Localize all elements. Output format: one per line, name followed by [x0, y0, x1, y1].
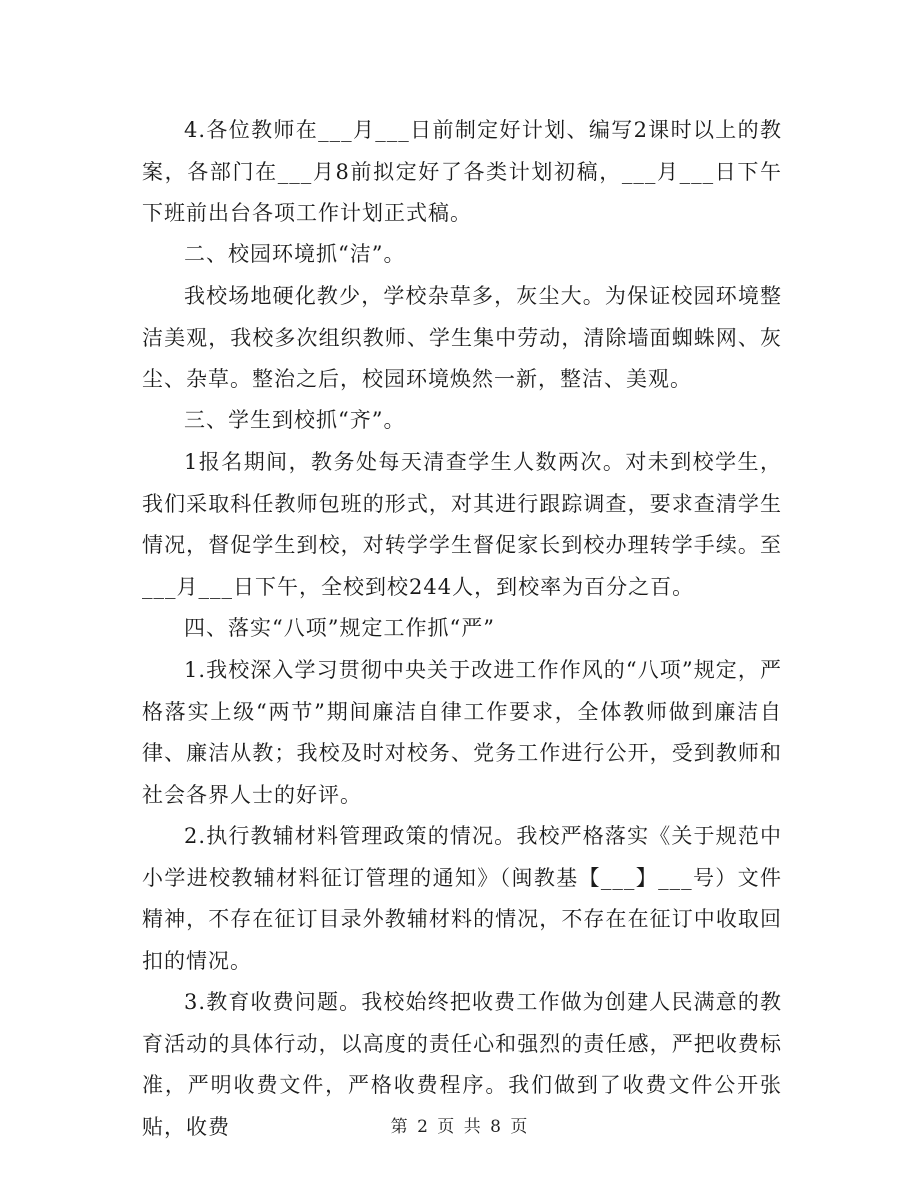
paragraph-campus-environment: 我校场地硬化教少，学校杂草多，灰尘大。为保证校园环境整洁美观，我校多次组织教师、学生集中劳动，清除墙面蜘蛛网、灰尘、杂草。整治之后，校园环境焕然一新，整洁、美观。	[142, 284, 782, 391]
heading-eight-rules: 四、落实“八项”规定工作抓“严”	[184, 616, 495, 640]
paragraph-eight-rules: 1.我校深入学习贯彻中央关于改进工作作风的“八项”规定，严格落实上级“两节”期间廉洁自律工作要求，全体教师做到廉洁自律、廉洁从教；我校及时对校务、党务工作进行公开，受到教师和社会各界人士的好评。	[142, 658, 782, 807]
paragraph-education-fees: 3.教育收费问题。我校始终把收费工作做为创建人民满意的教育活动的具体行动，以高度的责任心和强烈的责任感，严把收费标准，严明收费文件，严格收费程序。我们做到了收费文件公开张贴，收费	[142, 990, 782, 1139]
heading-student-attendance: 三、学生到校抓“齐”。	[184, 408, 406, 432]
heading-campus-environment: 二、校园环境抓“洁”。	[184, 242, 406, 266]
paragraph-student-attendance: 1报名期间，教务处每天清查学生人数两次。对未到校学生，我们采取科任教师包班的形式，对其进行跟踪调查，要求查清学生情况，督促学生到校，对转学学生督促家长到校办理转学手续。至___月___日下午，全校到校244人，到校率为百分之百。	[142, 450, 782, 599]
paragraph-teacher-plans: 4.各位教师在___月___日前制定好计划、编写2课时以上的教案，各部门在___月8前拟定好了各类计划初稿，___月___日下午下班前出台各项工作计划正式稿。	[142, 118, 782, 225]
page-number-footer: 第 2 页 共 8 页	[390, 1117, 530, 1137]
paragraph-teaching-materials: 2.执行教辅材料管理政策的情况。我校严格落实《关于规范中小学进校教辅材料征订管理的通知》（闽教基【___】___号）文件精神，不存在征订目录外教辅材料的情况，不存在在征订中收取回扣的情况。	[142, 824, 782, 973]
